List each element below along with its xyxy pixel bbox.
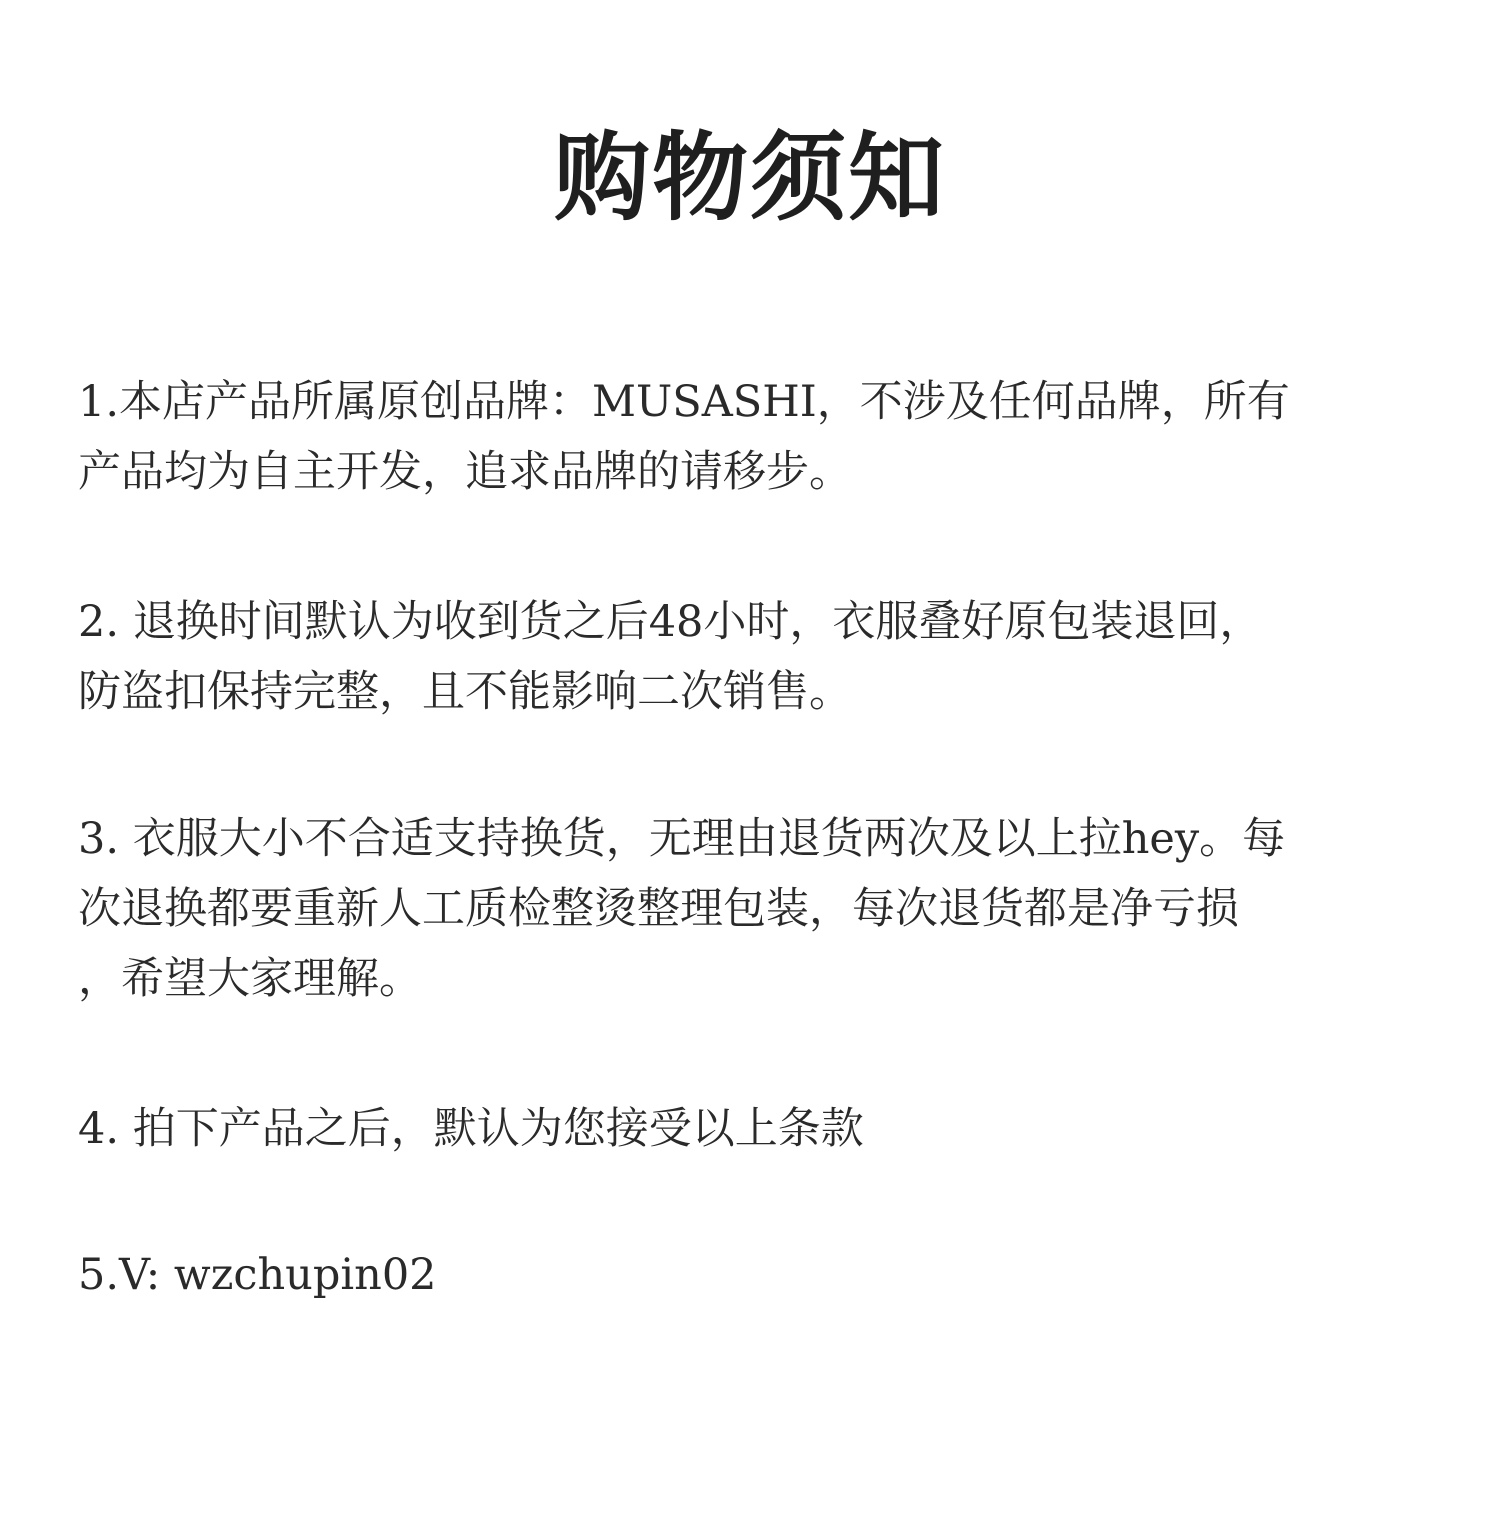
notice-item-terms-acceptance xyxy=(78,1094,1418,1164)
notice-line: 次退换都要重新人工质检整烫整理包装，每次退货都是净亏损 xyxy=(78,884,1239,934)
notice-item-return-window xyxy=(78,587,1418,727)
notice-item-contact xyxy=(78,1240,1418,1310)
notice-line: ，希望大家理解。 xyxy=(78,954,422,1004)
notice-item-brand xyxy=(78,367,1418,507)
notice-line: 产品均为自主开发，追求品牌的请移步。 xyxy=(78,447,852,497)
notice-line: 5.V: wzchupin02 xyxy=(78,1250,437,1300)
notice-line: 4. 拍下产品之后，默认为您接受以上条款 xyxy=(78,1104,864,1154)
notice-line: 1.本店产品所属原创品牌：MUSASHI，不涉及任何品牌，所有 xyxy=(78,377,1290,427)
page-title: 购物须知 xyxy=(554,121,946,234)
notice-item-exchange-policy xyxy=(78,804,1418,1014)
notice-line: 3. 衣服大小不合适支持换货，无理由退货两次及以上拉hey。每 xyxy=(78,814,1286,864)
notice-line: 防盗扣保持完整，且不能影响二次销售。 xyxy=(78,667,852,717)
notice-line: 2. 退换时间默认为收到货之后48小时，衣服叠好原包装退回， xyxy=(78,597,1263,647)
